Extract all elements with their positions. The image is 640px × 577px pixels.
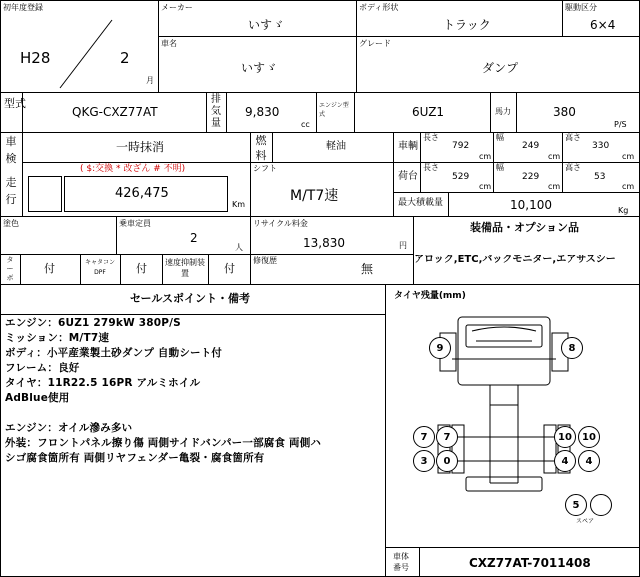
max-load-value: 10,100	[510, 198, 552, 212]
capacity-value: 2	[190, 231, 198, 245]
cargo-height-label: 高さ	[565, 163, 581, 172]
mileage-note: ( $:交換 * 改ざん # 不明)	[80, 164, 186, 174]
paint-label: 塗色	[3, 219, 19, 228]
maker-value: いすゞ	[248, 18, 285, 32]
cabin-width-value: 249	[522, 141, 540, 151]
cabin-label: 車輌	[398, 141, 418, 152]
tire-title: タイヤ残量(mm)	[394, 291, 466, 301]
date-divider-slash	[58, 18, 114, 90]
tire-rear2-left-inner: 0	[436, 450, 458, 472]
cargo-height-value: 53	[594, 172, 606, 182]
displacement-unit: cc	[301, 120, 310, 129]
body-type-value: トラック	[443, 18, 491, 32]
car-name-value: いすゞ	[241, 61, 278, 75]
odometer-flag-box	[28, 176, 62, 212]
cabin-width-unit: cm	[548, 152, 561, 161]
fuel-label: 燃料	[255, 134, 267, 162]
tire-rear2-right-inner: 4	[554, 450, 576, 472]
capacity-label: 乗車定員	[119, 219, 151, 228]
sales-line: ミッション：M/T7速	[5, 332, 110, 344]
turbo-label: ターボ	[6, 256, 14, 282]
tire-rear2-left-outer: 3	[413, 450, 435, 472]
cargo-width-label: 幅	[496, 163, 504, 172]
tire-front-left: 9	[429, 337, 451, 359]
grade-label: グレード	[359, 39, 391, 48]
displacement-value: 9,830	[245, 105, 280, 119]
recycle-label: リサイクル料金	[253, 219, 308, 228]
cabin-length-label: 長さ	[423, 133, 439, 142]
first-reg-era: H28	[20, 49, 51, 67]
tire-rear1-right-inner: 10	[554, 426, 576, 448]
border-top	[0, 0, 640, 1]
cabin-height-value: 330	[592, 141, 610, 151]
sales-line: ボディ：小平産業製土砂ダンプ 自動シート付	[5, 347, 223, 359]
tire-rear1-left-outer: 7	[413, 426, 435, 448]
cargo-width-value: 229	[522, 172, 540, 182]
body-type-label: ボディ形状	[359, 3, 399, 12]
speed-limiter-value: 付	[224, 262, 235, 275]
dpf-value: 付	[136, 262, 147, 275]
repair-label: 修復歴	[253, 256, 277, 265]
cargo-width-unit: cm	[548, 182, 561, 191]
spare-label: スペア	[576, 518, 595, 525]
grade-value: ダンプ	[482, 61, 519, 75]
maker-label: メーカー	[161, 3, 193, 12]
equipment-value: アロック,ETC,バックモニター,エアサスシー	[414, 255, 616, 265]
recycle-unit: 円	[399, 241, 407, 250]
sales-line: AdBlue使用	[5, 392, 70, 404]
mileage-value: 426,475	[115, 186, 169, 201]
cargo-length-unit: cm	[479, 182, 492, 191]
shift-value: M/T7速	[290, 188, 339, 204]
tire-spare: 5	[565, 494, 587, 516]
model-label: 型式	[4, 97, 26, 110]
drive-value: 6×4	[590, 18, 616, 32]
equipment-title: 装備品・オプション品	[470, 221, 580, 234]
sales-title: セールスポイント・備考	[130, 292, 251, 305]
tire-spare-empty	[590, 494, 612, 516]
max-load-unit: Kg	[618, 206, 629, 215]
horsepower-value: 380	[553, 105, 576, 119]
car-name-label: 車名	[161, 39, 177, 48]
cargo-length-label: 長さ	[423, 163, 439, 172]
max-load-label: 最大積載量	[398, 198, 444, 208]
model-value: QKG-CXZ77AT	[72, 105, 158, 119]
displacement-label: 排気量	[211, 94, 221, 129]
cargo-label: 荷台	[398, 171, 418, 182]
sales-line: タイヤ：11R22.5 16PR アルミホイル	[5, 377, 201, 389]
sales-line: エンジン：6UZ1 279kW 380P/S	[5, 317, 181, 329]
sales-line	[5, 408, 321, 423]
engine-model-label: エンジン型式	[319, 102, 349, 118]
mileage-unit: Km	[232, 200, 246, 209]
tire-rear1-right-outer: 10	[578, 426, 600, 448]
engine-model-value: 6UZ1	[412, 105, 445, 119]
cabin-height-unit: cm	[622, 152, 635, 161]
capacity-unit: 人	[235, 243, 243, 252]
tire-rear1-left-inner: 7	[436, 426, 458, 448]
cargo-length-value: 529	[452, 172, 470, 182]
chassis-value: CXZ77AT-7011408	[469, 556, 591, 570]
border-left	[0, 0, 1, 577]
mileage-label: 走行	[5, 176, 17, 206]
cabin-length-value: 792	[452, 141, 470, 151]
dpf-label: キャタコンDPF	[84, 259, 115, 276]
cabin-length-unit: cm	[479, 152, 492, 161]
first-reg-month-unit: 月	[146, 76, 154, 85]
cabin-height-label: 高さ	[565, 133, 581, 142]
sales-line: 外装：フロントパネル擦り傷 両側サイドバンパー一部腐食 両側ハ	[5, 437, 322, 449]
shift-label: シフト	[253, 164, 277, 173]
chassis-label: 車体番号	[393, 552, 409, 572]
horsepower-unit: P/S	[614, 120, 627, 129]
inspection-value: 一時抹消	[116, 140, 165, 154]
sales-lines	[5, 318, 321, 468]
first-reg-month: 2	[120, 49, 130, 67]
sales-line: フレーム：良好	[5, 362, 80, 374]
drive-label: 駆動区分	[565, 3, 597, 12]
inspection-label: 車検	[5, 135, 17, 165]
recycle-value: 13,830	[303, 236, 345, 250]
fuel-value: 軽油	[326, 141, 346, 152]
speed-limiter-label: 速度抑制装置	[165, 258, 205, 278]
turbo-value: 付	[44, 262, 55, 275]
tire-rear2-right-outer: 4	[578, 450, 600, 472]
repair-value: 無	[361, 262, 374, 276]
sales-line: エンジン：オイル滲み多い	[5, 422, 133, 434]
horsepower-label: 馬力	[495, 107, 511, 116]
first-reg-label: 初年度登録	[3, 3, 43, 12]
cabin-width-label: 幅	[496, 133, 504, 142]
tire-front-right: 8	[561, 337, 583, 359]
cargo-height-unit: cm	[622, 182, 635, 191]
sales-line: シゴ腐食箇所有 両側リヤフェンダー亀裂・腐食箇所有	[5, 452, 265, 464]
